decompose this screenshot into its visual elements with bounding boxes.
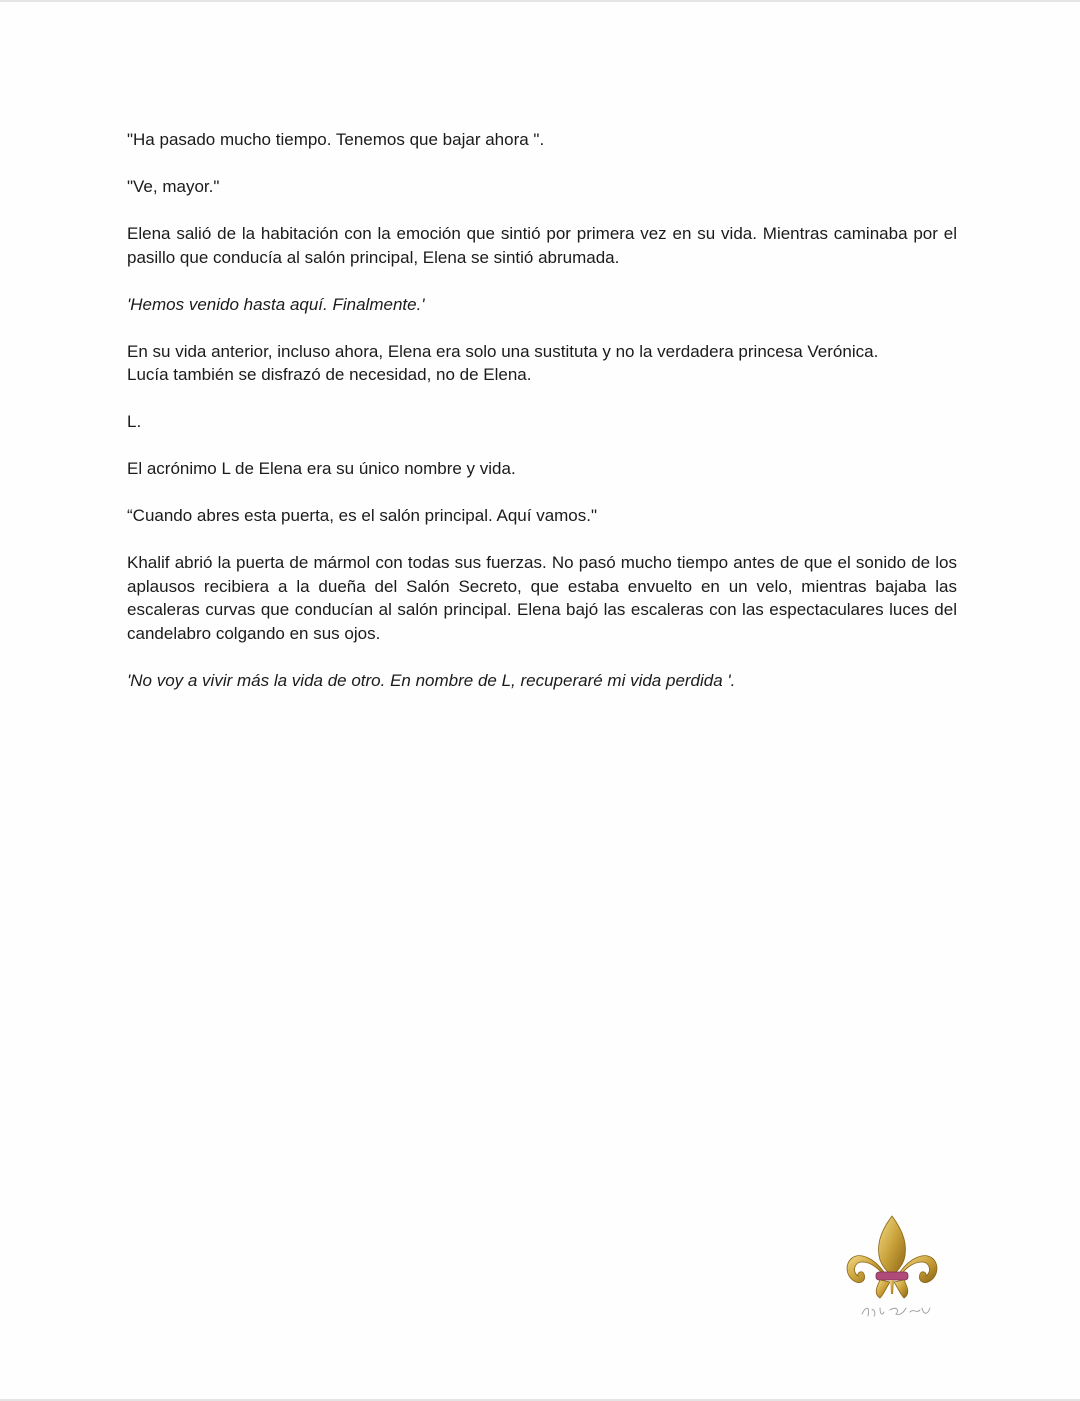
paragraph-8: “Cuando abres esta puerta, es el salón principal. Aquí vamos." — [127, 506, 598, 525]
paragraph-9: Khalif abrió la puerta de mármol con todas sus fuerzas. No pasó mucho tiempo antes de que el sonido de los aplausos recibiera a la dueña del Salón Secreto, que estaba envuelto en un velo, mientras bajaba las escaleras curvas que conducían al salón principal. Elena bajó las escaleras con las espectaculares luces del candelabro colgando en sus ojos. — [127, 553, 957, 643]
paragraph-2: "Ve, mayor." — [127, 177, 220, 196]
paragraph-5-line-1: En su vida anterior, incluso ahora, Elena era solo una sustituta y no la verdadera princesa Verónica. — [127, 341, 879, 361]
page-top-border — [0, 0, 1080, 2]
paragraph-10-thought: 'No voy a vivir más la vida de otro. En nombre de L, recuperaré mi vida perdida '. — [127, 670, 736, 690]
paragraph-5 — [127, 340, 957, 387]
document-page — [127, 128, 957, 716]
paragraph-1: "Ha pasado mucho tiempo. Tenemos que bajar ahora ". — [127, 130, 545, 149]
paragraph-4-thought: 'Hemos venido hasta aquí. Finalmente.' — [127, 294, 425, 314]
paragraph-6: L. — [127, 412, 142, 431]
fleur-de-lis-icon — [840, 1210, 944, 1328]
translator-logo — [840, 1210, 944, 1328]
paragraph-3: Elena salió de la habitación con la emoción que sintió por primera vez en su vida. Mientras caminaba por el pasillo que conducía al salón principal, Elena se sintió abrumada. — [127, 224, 957, 267]
paragraph-5-line-2: Lucía también se disfrazó de necesidad, no de Elena. — [127, 365, 532, 384]
paragraph-7: El acrónimo L de Elena era su único nombre y vida. — [127, 459, 516, 478]
